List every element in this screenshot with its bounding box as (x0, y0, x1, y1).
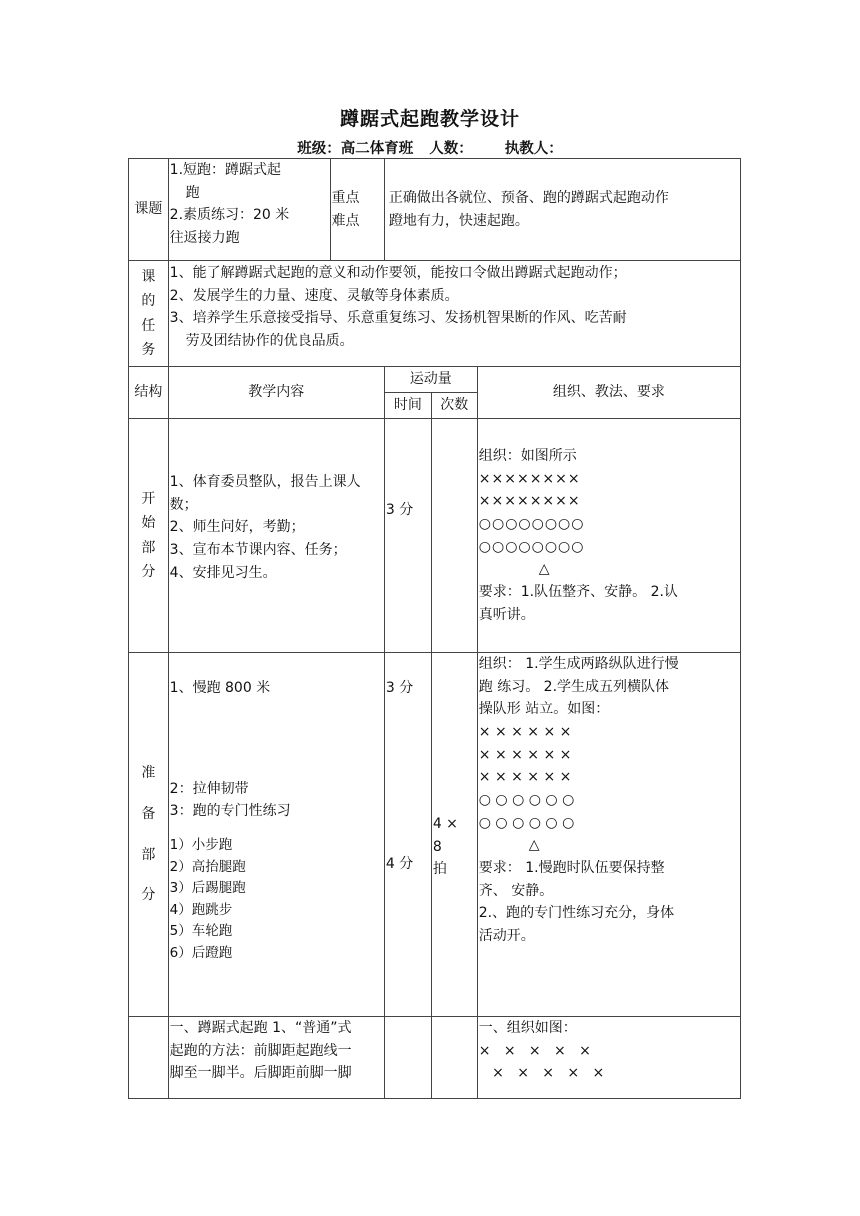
teacher-marker: △ (528, 837, 540, 854)
basic-method-line: 一、组织如图： (478, 1020, 577, 1036)
topic-item: 往返接力跑 (169, 230, 240, 247)
prep-section-count (431, 653, 477, 1017)
basic-section-content (168, 1017, 384, 1099)
header-load: 运动量 (384, 367, 477, 393)
task-label-char: 任 (141, 317, 156, 334)
task-item: 3、培养学生乐意接受指导、乐意重复练习、发扬机智果断的作风、吃苦耐 (169, 310, 627, 327)
header-content: 教学内容 (168, 367, 384, 419)
prep-content-line: 1、慢跑 800 米 (169, 680, 271, 696)
start-section-content (168, 419, 384, 653)
topic-item: 2.素质练习：20 米 (169, 207, 290, 224)
basic-section-count (431, 1017, 477, 1099)
start-content-line: 2、师生问好，考勤； (169, 519, 305, 536)
task-row (129, 261, 741, 367)
drill-item: 5）车轮跑 (169, 923, 233, 940)
formation-row: × × × × × × (478, 746, 572, 763)
task-item: 2、发展学生的力量、速度、灵敏等身体素质。 (169, 287, 459, 304)
start-label-char: 部 (141, 539, 156, 556)
prep-method-line: 操队形 站立。如图： (478, 701, 610, 718)
start-section-method (477, 419, 740, 653)
prep-count-line: 4 × (432, 816, 458, 832)
prep-label-char: 分 (141, 887, 156, 904)
prep-section-row (129, 653, 741, 1017)
document-subtitle (0, 137, 860, 158)
formation-row: ○ ○ ○ ○ ○ ○ (478, 792, 575, 809)
start-section-count (431, 419, 477, 653)
key-text-2: 蹬地有力，快速起跑。 (388, 212, 529, 229)
task-item: 劳及团结协作的优良品质。 (185, 333, 354, 350)
drill-item: 3）后踢腿跑 (169, 880, 246, 897)
formation-row: ○○○○○○○○ (478, 516, 585, 533)
basic-content-line: 一、蹲踞式起跑 1、“普通”式 (169, 1020, 352, 1036)
prep-content-line: 3：跑的专门性练习 (169, 803, 291, 820)
header-count: 次数 (431, 393, 477, 419)
lesson-plan-table (128, 158, 741, 1099)
prep-label-char: 部 (141, 846, 156, 863)
drill-item: 6）后蹬跑 (169, 944, 233, 961)
key-points-label (330, 159, 384, 261)
drill-item: 4）跑跳步 (169, 901, 233, 918)
start-method-line: 真听讲。 (478, 606, 535, 623)
topic-row (129, 159, 741, 261)
basic-content-line: 脚至一脚半。后脚距前脚一脚 (169, 1065, 352, 1082)
task-items (168, 261, 740, 367)
document-title: 蹲踞式起跑教学设计 (339, 108, 520, 130)
key-text-1: 正确做出各就位、预备、跑的蹲踞式起跑动作 (388, 190, 669, 206)
start-content-line: 4、安排见习生。 (169, 564, 277, 581)
task-label-char: 务 (141, 342, 156, 358)
key-points-text (384, 159, 740, 261)
formation-row: ×××××××× (478, 470, 581, 487)
basic-section-method (477, 1017, 740, 1099)
task-label-char: 的 (141, 293, 156, 309)
header-method: 组织、教法、要求 (477, 367, 740, 419)
task-label (129, 261, 169, 367)
start-label-char: 分 (141, 564, 156, 580)
start-content-line: 3、宣布本节课内容、任务； (169, 542, 347, 559)
prep-method-line: 要求： 1.慢跑时队伍要保持整 (478, 860, 665, 877)
start-label-char: 始 (141, 515, 156, 531)
prep-time-1: 3 分 (385, 680, 414, 696)
start-content-line: 1、体育委员整队，报告上课人 (169, 474, 361, 490)
teacher-label: 执教人： (504, 141, 563, 157)
prep-method-line: 组织： 1.学生成两路纵队进行慢 (478, 656, 679, 672)
formation-row: ○○○○○○○○ (478, 538, 585, 555)
start-label-char: 开 (141, 490, 156, 507)
basic-section-label (129, 1017, 169, 1099)
start-section-row (129, 419, 741, 653)
topic-label: 课题 (129, 159, 169, 261)
start-section-label (129, 419, 169, 653)
task-item: 1、能了解蹲踞式起跑的意义和动作要领，能按口令做出蹲踞式起跑动作； (169, 265, 627, 281)
prep-method-line: 2.、跑的专门性练习充分，身体 (478, 905, 675, 922)
prep-content-line: 2：拉伸韧带 (169, 780, 249, 797)
prep-method-line: 齐、 安静。 (478, 882, 554, 899)
formation-row: × × × × × × (478, 769, 572, 786)
header-time: 时间 (384, 393, 431, 419)
topic-items (168, 159, 330, 261)
formation-row: ○ ○ ○ ○ ○ ○ (478, 814, 575, 831)
prep-section-time (384, 653, 431, 1017)
start-section-time: 3 分 (384, 419, 431, 653)
prep-section-method (477, 653, 740, 1017)
prep-section-label (129, 653, 169, 1017)
prep-section-content (168, 653, 384, 1017)
header-row-1 (129, 367, 741, 393)
drill-item: 1）小步跑 (169, 837, 233, 854)
prep-label-char: 备 (141, 805, 156, 822)
key-label-1: 重点 (331, 190, 360, 206)
basic-content-line: 起跑的方法：前脚距起跑线一 (169, 1042, 352, 1059)
prep-label-char: 准 (141, 765, 156, 782)
teacher-marker: △ (538, 561, 550, 578)
prep-method-line: 活动开。 (478, 928, 535, 945)
header-structure: 结构 (129, 367, 169, 419)
formation-row: × × × × × × (478, 724, 572, 741)
topic-item: 跑 (185, 184, 200, 201)
people-label: 人数： (429, 141, 473, 157)
task-label-char: 课 (141, 268, 156, 285)
prep-method-line: 跑 练习。 2.学生成五列横队体 (478, 678, 670, 695)
prep-count-line: 8 (432, 838, 442, 855)
formation-row: × × × × × (478, 1065, 605, 1082)
start-method-line: 组织：如图所示 (478, 448, 577, 464)
basic-section-row (129, 1017, 741, 1099)
topic-item: 1.短跑：蹲踞式起 (169, 162, 282, 178)
key-label-2: 难点 (331, 212, 360, 229)
basic-section-time (384, 1017, 431, 1099)
prep-time-2: 4 分 (385, 855, 414, 872)
class-label: 班级：高二体育班 (297, 141, 414, 157)
start-method-line: 要求：1.队伍整齐、安静。 2.认 (478, 584, 678, 601)
prep-count-line: 拍 (432, 861, 447, 878)
formation-row: ×××××××× (478, 493, 581, 510)
formation-row: × × × × × (478, 1042, 591, 1059)
start-content-line: 数； (169, 496, 198, 513)
drill-item: 2）高抬腿跑 (169, 858, 246, 875)
